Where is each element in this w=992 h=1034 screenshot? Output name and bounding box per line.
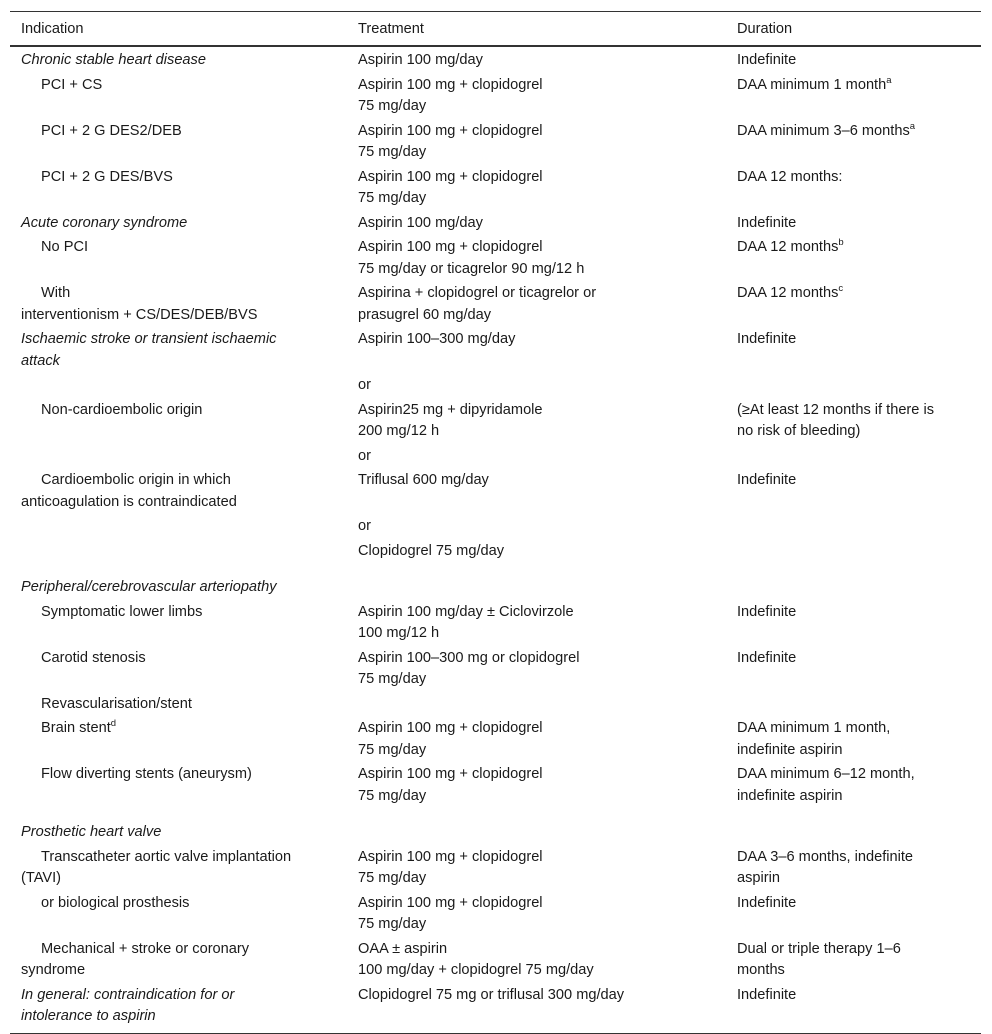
section-title: Prosthetic heart valve [21,824,162,840]
treatment-cell: Aspirin 100 mg + clopidogrel 75 mg/day [358,894,543,932]
table-row [10,515,981,540]
table-row [10,212,981,237]
section-title: Peripheral/cerebrovascular arteriopathy [21,579,277,595]
table-row [10,469,981,515]
treatment-cell: Aspirin 100 mg + clopidogrel 75 mg/day [358,766,543,804]
treatment-cell: Aspirin25 mg + dipyridamole 200 mg/12 h [358,401,543,439]
duration-cell: DAA minimum 6–12 month, indefinite aspirin [737,766,915,804]
indication-cell: No PCI [41,239,89,255]
table-row [10,821,981,846]
indication-cell: Cardioembolic origin in which anticoagulation is contraindicated [21,472,237,510]
table-row [10,540,981,565]
table-row [10,46,981,74]
table-row [10,236,981,282]
or-cell: or [358,377,371,393]
table-row [10,892,981,938]
duration-cell: DAA minimum 1 month$^a$ [737,74,892,93]
table-row [10,647,981,693]
duration-cell: Indefinite [726,984,981,1034]
indication-cell: Non-cardioembolic origin [41,401,203,418]
table-row [10,374,981,399]
table-row [10,846,981,892]
indication-cell: PCI + CS [41,76,103,93]
treatment-cell: Aspirin 100 mg + clopidogrel 75 mg/day [358,76,543,114]
duration-cell: Indefinite [737,472,797,488]
duration-cell: DAA minimum 1 month, indefinite aspirin [737,720,891,758]
treatment-cell: Aspirin 100 mg + clopidogrel 75 mg/day or ticagrelor 90 mg/12 h [358,239,585,277]
section-title: In general: contraindication for or intolerance to aspirin [10,984,347,1034]
treatment-cell: Aspirin 100 mg + clopidogrel 75 mg/day [358,168,543,206]
duration-cell: DAA 12 months$^c$ [737,283,844,301]
indication-cell: Brain stent$^d$ [41,718,117,736]
indication-cell: PCI + 2 G DES2/DEB [41,122,182,139]
duration-cell: Dual or triple therapy 1–6 months [737,940,901,978]
duration-cell: Indefinite [737,649,797,666]
indication-cell: Symptomatic lower limbs [41,603,203,620]
table-row [10,120,981,166]
duration-cell: DAA 3–6 months, indefinite aspirin [737,848,914,886]
table-row [10,693,981,718]
treatment-cell: Clopidogrel 75 mg/day [358,542,505,559]
table-row [10,74,981,120]
duration-cell: Indefinite [737,331,797,347]
duration-cell: Indefinite [737,214,797,231]
table-row [10,445,981,470]
table-row [10,166,981,212]
spacer-row [10,564,981,576]
treatment-cell: Aspirin 100–300 mg or clopidogrel 75 mg/day [358,649,580,687]
header-row [10,12,981,47]
indication-cell: PCI + 2 G DES/BVS [41,168,173,185]
header-indication: Indication [10,12,347,47]
treatment-cell: Aspirin 100 mg + clopidogrel 75 mg/day [358,720,543,758]
duration-cell: DAA minimum 3–6 months$^a$ [737,120,916,139]
antiplatelet-therapy-table [10,11,981,1034]
indication-cell: Carotid stenosis [41,649,146,666]
table-row [10,328,981,374]
duration-cell: (≥At least 12 months if there is no risk of bleeding) [737,401,935,439]
table-row [10,984,981,1034]
treatment-cell: Aspirina + clopidogrel or ticagrelor or prasugrel 60 mg/day [358,285,597,323]
treatment-cell: OAA ± aspirin 100 mg/day + clopidogrel 75 mg/day [358,940,594,978]
duration-cell: Indefinite [737,52,797,68]
indication-cell: Mechanical + stroke or coronary syndrome [21,940,250,978]
indication-cell: or biological prosthesis [41,894,190,911]
duration-cell: Indefinite [737,894,797,911]
or-cell: or [358,447,371,464]
section-title: Acute coronary syndrome [21,214,188,231]
table-row [10,717,981,763]
section-title: Chronic stable heart disease [21,52,206,68]
treatment-cell: Aspirin 100 mg/day [358,214,483,231]
treatment-cell: Aspirin 100–300 mg/day [358,331,516,347]
table-row [10,938,981,984]
duration-cell: Indefinite [737,603,797,620]
indication-cell: Transcatheter aortic valve implantation (TAVI) [21,848,292,886]
indication-cell: Flow diverting stents (aneurysm) [41,766,252,782]
treatment-cell: Clopidogrel 75 mg or triflusal 300 mg/day [347,984,726,1034]
table-row [10,282,981,328]
indication-cell: With interventionism + CS/DES/DEB/BVS [21,285,258,323]
treatment-cell: Aspirin 100 mg + clopidogrel 75 mg/day [358,848,543,886]
table-row [10,763,981,809]
header-treatment: Treatment [347,12,726,47]
treatment-cell: Aspirin 100 mg/day [358,52,483,68]
duration-cell: DAA 12 months: [737,168,843,185]
treatment-cell: Triflusal 600 mg/day [358,472,489,488]
header-duration: Duration [726,12,981,47]
indication-cell: Revascularisation/stent [41,695,192,712]
table-row [10,601,981,647]
table-row [10,576,981,601]
spacer-row [10,809,981,821]
table-row [10,399,981,445]
section-title: Ischaemic stroke or transient ischaemic attack [21,331,277,369]
treatment-cell: Aspirin 100 mg + clopidogrel 75 mg/day [358,122,543,160]
treatment-cell: Aspirin 100 mg/day ± Ciclovirzole 100 mg/12 h [358,603,574,641]
duration-cell: DAA 12 months$^b$ [737,237,844,255]
or-cell: or [358,518,371,534]
